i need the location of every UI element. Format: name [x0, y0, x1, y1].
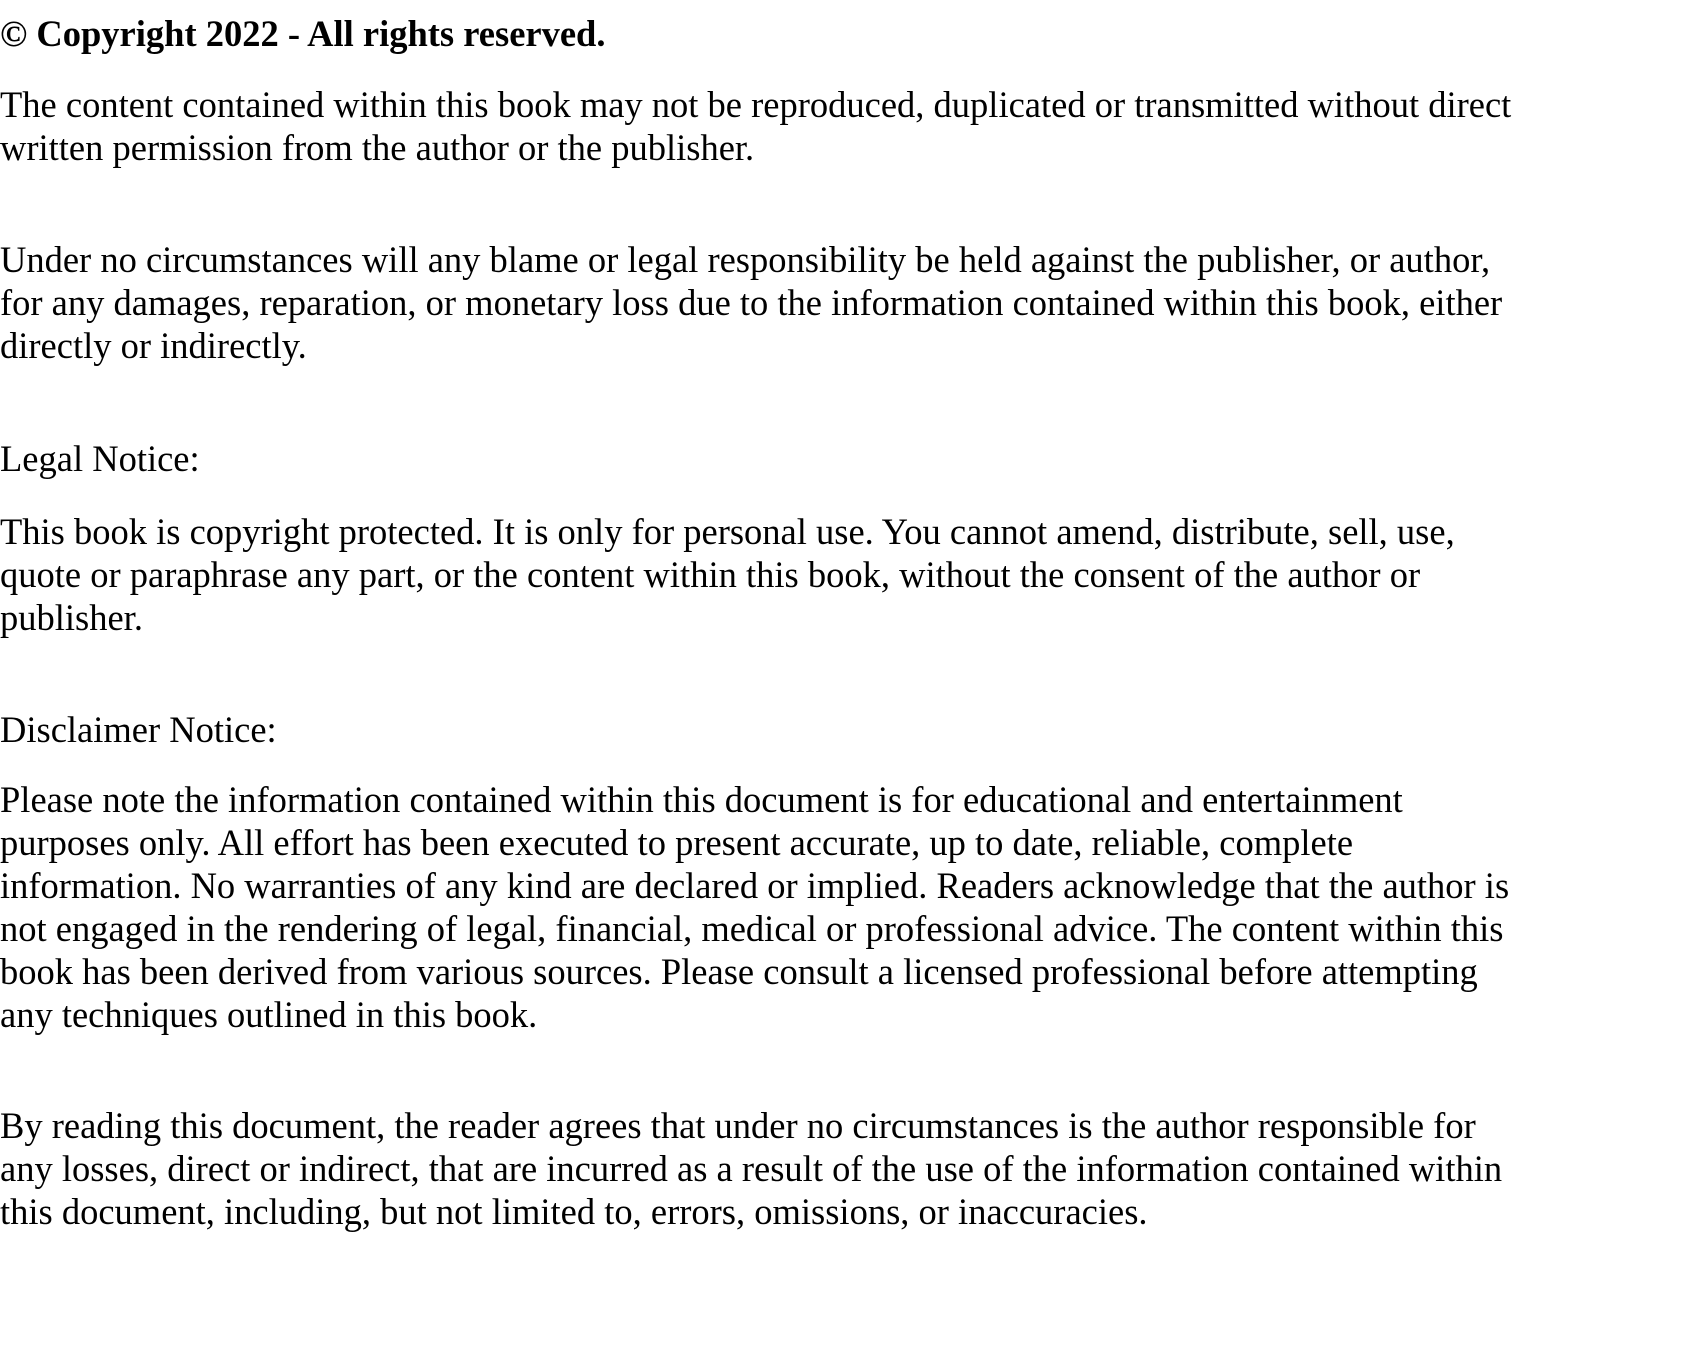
disclaimer-line-1: Please note the information contained within this document is for educational and entertainment [0, 779, 1403, 820]
disclaimer-line-4: not engaged in the rendering of legal, financial, medical or professional advice. The content within this [0, 908, 1504, 949]
agreement-line-2: any losses, direct or indirect, that are incurred as a result of the use of the information contained within [0, 1148, 1503, 1189]
copyright-heading [0, 12, 1700, 55]
content-line-1: The content contained within this book may not be reproduced, duplicated or transmitted without direct [0, 84, 1512, 125]
content-paragraph [0, 83, 1700, 169]
legal-notice-paragraph [0, 510, 1700, 639]
disclaimer-notice-heading: Disclaimer Notice: [0, 709, 277, 750]
liability-line-3: directly or indirectly. [0, 325, 307, 366]
liability-paragraph [0, 238, 1700, 367]
agreement-line-3: this document, including, but not limited to, errors, omissions, or inaccuracies. [0, 1191, 1148, 1232]
disclaimer-line-2: purposes only. All effort has been executed to present accurate, up to date, reliable, complete [0, 822, 1354, 863]
liability-line-2: for any damages, reparation, or monetary loss due to the information contained within this book, either [0, 282, 1503, 323]
legal-notice-heading: Legal Notice: [0, 438, 200, 479]
agreement-paragraph [0, 1104, 1700, 1233]
disclaimer-paragraph [0, 778, 1700, 1036]
legal-notice-line-1: This book is copyright protected. It is only for personal use. You cannot amend, distribute, sell, use, [0, 511, 1455, 552]
copyright-line: © Copyright 2022 - All rights reserved. [0, 13, 606, 54]
legal-notice-line-3: publisher. [0, 597, 143, 638]
liability-line-1: Under no circumstances will any blame or legal responsibility be held against the publisher, or author, [0, 239, 1491, 280]
agreement-line-1: By reading this document, the reader agrees that under no circumstances is the author responsible for [0, 1105, 1476, 1146]
content-line-2: written permission from the author or the publisher. [0, 127, 755, 168]
legal-notice-label [0, 437, 1700, 480]
legal-notice-line-2: quote or paraphrase any part, or the content within this book, without the consent of the author or [0, 554, 1421, 595]
disclaimer-line-5: book has been derived from various sources. Please consult a licensed professional before attempting [0, 951, 1478, 992]
disclaimer-line-6: any techniques outlined in this book. [0, 994, 538, 1035]
disclaimer-line-3: information. No warranties of any kind are declared or implied. Readers acknowledge that the author is [0, 865, 1510, 906]
disclaimer-notice-label [0, 708, 1700, 751]
